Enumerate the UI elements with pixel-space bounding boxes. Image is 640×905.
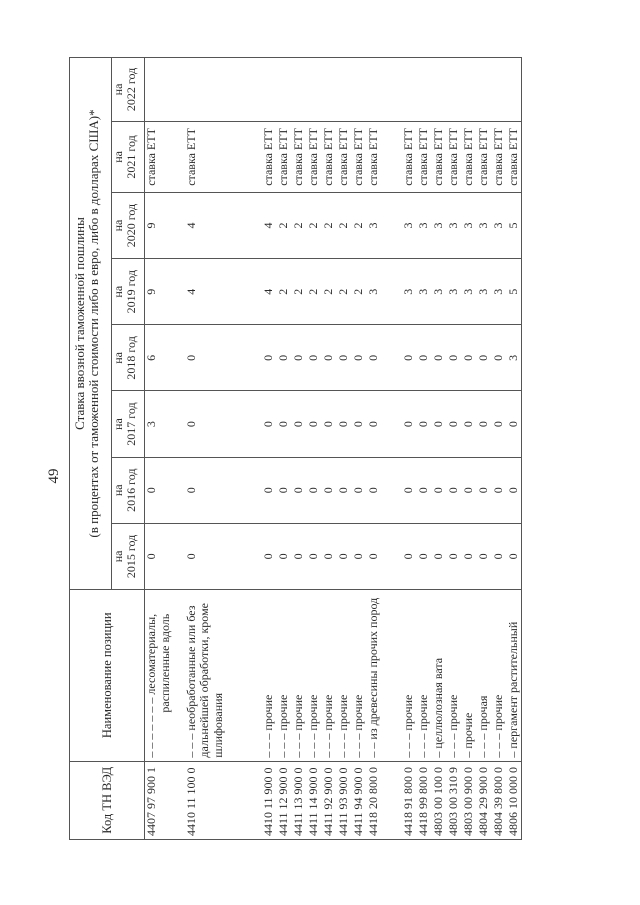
- cell-rate-7: ставка ЕТТ: [417, 121, 432, 192]
- cell-rate-1: 0: [477, 523, 492, 589]
- cell-rate-4: 0: [395, 325, 417, 391]
- cell-rate-6: 4: [185, 192, 255, 258]
- cell-name-text: – – – необработанные или без дальнейшей обработки, кроме шлифования: [183, 603, 225, 758]
- cell-rate-6: 3: [462, 192, 477, 258]
- cell-rate-3: 0: [352, 391, 367, 457]
- cell-rate-8: [307, 58, 322, 122]
- page-number: 49: [46, 468, 62, 484]
- header-year-8: [112, 58, 145, 122]
- cell-rate-6: 2: [337, 192, 352, 258]
- table-row: [367, 58, 395, 840]
- cell-rate-1: 0: [322, 523, 337, 589]
- cell-rate-7: ставка ЕТТ: [292, 121, 307, 192]
- cell-name: [507, 589, 522, 761]
- cell-rate-3: 0: [477, 391, 492, 457]
- cell-rate-5: 3: [417, 259, 432, 325]
- cell-rate-6: 2: [277, 192, 292, 258]
- cell-rate-2: 0: [462, 457, 477, 523]
- cell-rate-4: 0: [492, 325, 507, 391]
- cell-rate-1: 0: [417, 523, 432, 589]
- cell-rate-6: 3: [417, 192, 432, 258]
- cell-rate-1: 0: [507, 523, 522, 589]
- cell-rate-5: 3: [395, 259, 417, 325]
- cell-rate-5: 4: [185, 259, 255, 325]
- cell-rate-1: 0: [492, 523, 507, 589]
- cell-rate-2: 0: [337, 457, 352, 523]
- cell-name-text: – – – прочие: [320, 694, 335, 758]
- header-year-label: 2019 год: [124, 270, 138, 314]
- cell-rate-4: 3: [507, 325, 522, 391]
- cell-rate-4: 6: [145, 325, 185, 391]
- cell-rate-7: ставка ЕТТ: [507, 121, 522, 192]
- cell-rate-5: 2: [307, 259, 322, 325]
- cell-rate-3: 0: [255, 391, 277, 457]
- cell-code: 4803 00 900 0: [462, 761, 477, 839]
- cell-rate-2: 0: [507, 457, 522, 523]
- cell-rate-8: [462, 58, 477, 122]
- cell-rate-4: 0: [337, 325, 352, 391]
- cell-rate-6: 3: [395, 192, 417, 258]
- cell-name-text: – пергамент растительный: [505, 621, 520, 758]
- cell-rate-1: 0: [462, 523, 477, 589]
- cell-rate-5: 2: [322, 259, 337, 325]
- cell-name: [367, 589, 395, 761]
- cell-name-text: – – – прочие: [400, 694, 415, 758]
- cell-code: 4407 97 900 1: [145, 761, 185, 839]
- cell-rate-1: 0: [367, 523, 395, 589]
- cell-code: 4411 14 900 0: [307, 761, 322, 839]
- cell-rate-6: 3: [477, 192, 492, 258]
- header-rate-line1: Ставка ввозной таможенной пошлины: [72, 217, 87, 430]
- cell-rate-8: [395, 58, 417, 122]
- cell-rate-1: 0: [185, 523, 255, 589]
- cell-rate-8: [255, 58, 277, 122]
- cell-rate-2: 0: [185, 457, 255, 523]
- cell-rate-6: 3: [367, 192, 395, 258]
- header-year-label: 2020 год: [124, 203, 138, 248]
- cell-rate-3: 0: [395, 391, 417, 457]
- cell-rate-4: 0: [277, 325, 292, 391]
- cell-rate-7: ставка ЕТТ: [462, 121, 477, 192]
- cell-rate-2: 0: [307, 457, 322, 523]
- cell-rate-4: 0: [417, 325, 432, 391]
- header-year-label: 2021 год: [124, 135, 138, 179]
- cell-rate-2: 0: [145, 457, 185, 523]
- header-year-5: [112, 259, 145, 325]
- cell-code: 4804 39 800 0: [492, 761, 507, 839]
- cell-rate-5: 3: [447, 259, 462, 325]
- cell-rate-1: 0: [145, 523, 185, 589]
- header-year-7: [112, 121, 145, 192]
- cell-rate-7: ставка ЕТТ: [307, 121, 322, 192]
- header-code: Код ТН ВЭД: [70, 761, 145, 839]
- table-row: [307, 58, 322, 840]
- cell-name: [352, 589, 367, 761]
- table-row: [292, 58, 307, 840]
- cell-rate-4: 0: [432, 325, 447, 391]
- cell-rate-1: 0: [352, 523, 367, 589]
- cell-rate-3: 3: [145, 391, 185, 457]
- cell-rate-5: 2: [292, 259, 307, 325]
- cell-rate-7: ставка ЕТТ: [352, 121, 367, 192]
- cell-rate-5: 3: [462, 259, 477, 325]
- cell-rate-7: ставка ЕТТ: [432, 121, 447, 192]
- cell-code: 4410 11 100 0: [185, 761, 255, 839]
- cell-rate-1: 0: [432, 523, 447, 589]
- cell-rate-3: 0: [367, 391, 395, 457]
- cell-name: [395, 589, 417, 761]
- cell-rate-6: 2: [292, 192, 307, 258]
- table-row: [432, 58, 447, 840]
- cell-rate-3: 0: [292, 391, 307, 457]
- cell-rate-7: ставка ЕТТ: [322, 121, 337, 192]
- cell-code: 4418 99 800 0: [417, 761, 432, 839]
- cell-name-text: – – – прочие: [290, 694, 305, 758]
- header-year-prefix: на: [111, 219, 125, 232]
- cell-name: [417, 589, 432, 761]
- cell-rate-2: 0: [447, 457, 462, 523]
- cell-name: [432, 589, 447, 761]
- cell-rate-4: 0: [322, 325, 337, 391]
- cell-rate-4: 0: [352, 325, 367, 391]
- cell-name-text: – прочие: [460, 712, 475, 758]
- cell-rate-6: 3: [432, 192, 447, 258]
- cell-code: 4418 91 800 0: [395, 761, 417, 839]
- header-year-prefix: на: [111, 484, 125, 497]
- cell-name-text: – – – – – – – лесоматериалы,: [144, 613, 158, 758]
- cell-code: 4411 93 900 0: [337, 761, 352, 839]
- header-year-1: [112, 523, 145, 589]
- cell-rate-3: 0: [307, 391, 322, 457]
- cell-rate-7: ставка ЕТТ: [367, 121, 395, 192]
- table-row: [492, 58, 507, 840]
- cell-name-text: – – – прочие: [260, 694, 275, 758]
- cell-rate-3: 0: [417, 391, 432, 457]
- cell-rate-4: 0: [477, 325, 492, 391]
- cell-code: 4411 92 900 0: [322, 761, 337, 839]
- cell-name-text: – – – прочая: [475, 695, 490, 758]
- cell-rate-1: 0: [307, 523, 322, 589]
- cell-rate-8: [277, 58, 292, 122]
- header-year-2: [112, 457, 145, 523]
- cell-rate-2: 0: [292, 457, 307, 523]
- cell-rate-2: 0: [432, 457, 447, 523]
- cell-rate-7: ставка ЕТТ: [337, 121, 352, 192]
- cell-rate-2: 0: [352, 457, 367, 523]
- table-row: [337, 58, 352, 840]
- cell-rate-6: 2: [307, 192, 322, 258]
- cell-rate-5: 2: [337, 259, 352, 325]
- table-row: [352, 58, 367, 840]
- cell-rate-5: 3: [492, 259, 507, 325]
- cell-code: 4411 94 900 0: [352, 761, 367, 839]
- table-row: [322, 58, 337, 840]
- header-year-label: 2016 год: [124, 468, 138, 512]
- cell-name: [185, 589, 255, 761]
- cell-rate-4: 0: [307, 325, 322, 391]
- header-rate-group: [70, 58, 112, 590]
- table-row: [507, 58, 522, 840]
- cell-rate-8: [367, 58, 395, 122]
- cell-name: [337, 589, 352, 761]
- cell-code: 4418 20 800 0: [367, 761, 395, 839]
- cell-rate-5: 5: [507, 259, 522, 325]
- customs-duty-table: [69, 57, 522, 840]
- cell-rate-6: 9: [145, 192, 185, 258]
- cell-rate-5: 3: [432, 259, 447, 325]
- cell-rate-4: 0: [367, 325, 395, 391]
- cell-code: 4411 13 900 0: [292, 761, 307, 839]
- header-year-prefix: на: [111, 352, 125, 364]
- header-year-prefix: на: [111, 550, 125, 563]
- cell-rate-2: 0: [492, 457, 507, 523]
- cell-rate-2: 0: [322, 457, 337, 523]
- table-row: [477, 58, 492, 840]
- cell-name-text: – целлюлозная вата: [430, 657, 445, 758]
- cell-rate-8: [432, 58, 447, 122]
- cell-name: [492, 589, 507, 761]
- cell-rate-1: 0: [337, 523, 352, 589]
- header-year-4: [112, 325, 145, 391]
- cell-rate-4: 0: [255, 325, 277, 391]
- cell-rate-7: ставка ЕТТ: [185, 121, 255, 192]
- cell-code: 4806 10 000 0: [507, 761, 522, 839]
- cell-rate-6: 5: [507, 192, 522, 258]
- cell-rate-2: 0: [477, 457, 492, 523]
- cell-name-text: – – – прочие: [490, 694, 505, 758]
- cell-rate-2: 0: [277, 457, 292, 523]
- header-rate-line2: (в процентах от таможенной стоимости либо в евро, либо в долларах США)*: [86, 109, 101, 538]
- cell-rate-1: 0: [292, 523, 307, 589]
- cell-rate-7: ставка ЕТТ: [277, 121, 292, 192]
- cell-name: [307, 589, 322, 761]
- cell-name: [462, 589, 477, 761]
- cell-rate-1: 0: [447, 523, 462, 589]
- table-row: [277, 58, 292, 840]
- table-row: [395, 58, 417, 840]
- cell-name-text: – – – прочие: [335, 694, 350, 758]
- cell-rate-2: 0: [417, 457, 432, 523]
- cell-rate-7: ставка ЕТТ: [255, 121, 277, 192]
- cell-name-text: – – – прочие: [305, 694, 320, 758]
- cell-name-text: – – – прочие: [350, 694, 365, 758]
- cell-rate-7: ставка ЕТТ: [447, 121, 462, 192]
- cell-name: [477, 589, 492, 761]
- cell-rate-8: [322, 58, 337, 122]
- cell-rate-8: [417, 58, 432, 122]
- cell-name-continuation: распиленные вдоль: [157, 613, 172, 713]
- cell-rate-8: [145, 58, 185, 122]
- cell-rate-4: 0: [292, 325, 307, 391]
- cell-rate-5: 3: [367, 259, 395, 325]
- cell-rate-3: 0: [507, 391, 522, 457]
- header-year-prefix: на: [111, 151, 125, 163]
- cell-rate-5: 2: [277, 259, 292, 325]
- cell-rate-3: 0: [432, 391, 447, 457]
- cell-rate-3: 0: [492, 391, 507, 457]
- cell-rate-2: 0: [255, 457, 277, 523]
- cell-name: [322, 589, 337, 761]
- cell-name: [277, 589, 292, 761]
- header-name: Наименование позиции: [70, 589, 145, 761]
- cell-code: 4803 00 100 0: [432, 761, 447, 839]
- table-row: [447, 58, 462, 840]
- cell-rate-3: 0: [185, 391, 255, 457]
- cell-code: 4803 00 310 9: [447, 761, 462, 839]
- cell-rate-5: 3: [477, 259, 492, 325]
- cell-rate-6: 2: [352, 192, 367, 258]
- cell-rate-6: 3: [492, 192, 507, 258]
- cell-rate-7: ставка ЕТТ: [395, 121, 417, 192]
- rotated-page: [69, 57, 552, 840]
- cell-rate-8: [352, 58, 367, 122]
- cell-rate-7: ставка ЕТТ: [477, 121, 492, 192]
- cell-rate-7: ставка ЕТТ: [145, 121, 185, 192]
- cell-rate-8: [447, 58, 462, 122]
- table-row: [255, 58, 277, 840]
- header-year-6: [112, 192, 145, 258]
- cell-rate-3: 0: [462, 391, 477, 457]
- cell-rate-4: 0: [462, 325, 477, 391]
- cell-rate-3: 0: [447, 391, 462, 457]
- table-row: [417, 58, 432, 840]
- cell-name-text: – – – прочие: [415, 694, 430, 758]
- cell-rate-4: 0: [447, 325, 462, 391]
- cell-rate-2: 0: [395, 457, 417, 523]
- cell-rate-5: 2: [352, 259, 367, 325]
- table-row: [462, 58, 477, 840]
- cell-rate-3: 0: [322, 391, 337, 457]
- cell-rate-6: 3: [447, 192, 462, 258]
- cell-code: 4410 11 900 0: [255, 761, 277, 839]
- cell-rate-1: 0: [395, 523, 417, 589]
- cell-rate-7: ставка ЕТТ: [492, 121, 507, 192]
- cell-rate-5: 4: [255, 259, 277, 325]
- header-year-label: 2022 год: [124, 67, 138, 112]
- header-year-label: 2015 год: [124, 534, 138, 579]
- table-row: [145, 58, 185, 840]
- cell-code: 4804 29 900 0: [477, 761, 492, 839]
- cell-rate-8: [185, 58, 255, 122]
- header-year-label: 2017 год: [124, 402, 138, 446]
- cell-name-text: – – из древесины прочих пород: [365, 597, 380, 758]
- cell-name: [145, 589, 185, 761]
- cell-rate-3: 0: [277, 391, 292, 457]
- cell-name: [255, 589, 277, 761]
- cell-name-text: – – – прочие: [275, 694, 290, 758]
- cell-rate-8: [292, 58, 307, 122]
- cell-name: [447, 589, 462, 761]
- table-row: [185, 58, 255, 840]
- cell-rate-3: 0: [337, 391, 352, 457]
- cell-name: [292, 589, 307, 761]
- cell-rate-6: 2: [322, 192, 337, 258]
- cell-rate-2: 0: [367, 457, 395, 523]
- cell-code: 4411 12 900 0: [277, 761, 292, 839]
- header-year-prefix: на: [111, 285, 125, 298]
- header-year-label: 2018 год: [124, 336, 138, 380]
- cell-rate-8: [337, 58, 352, 122]
- cell-rate-8: [507, 58, 522, 122]
- cell-rate-1: 0: [277, 523, 292, 589]
- cell-name-text: – – – прочие: [445, 694, 460, 758]
- header-year-prefix: на: [111, 83, 125, 96]
- cell-rate-8: [492, 58, 507, 122]
- header-year-prefix: на: [111, 418, 125, 430]
- cell-rate-1: 0: [255, 523, 277, 589]
- header-year-3: [112, 391, 145, 457]
- cell-rate-5: 9: [145, 259, 185, 325]
- cell-rate-4: 0: [185, 325, 255, 391]
- cell-rate-8: [477, 58, 492, 122]
- cell-rate-6: 4: [255, 192, 277, 258]
